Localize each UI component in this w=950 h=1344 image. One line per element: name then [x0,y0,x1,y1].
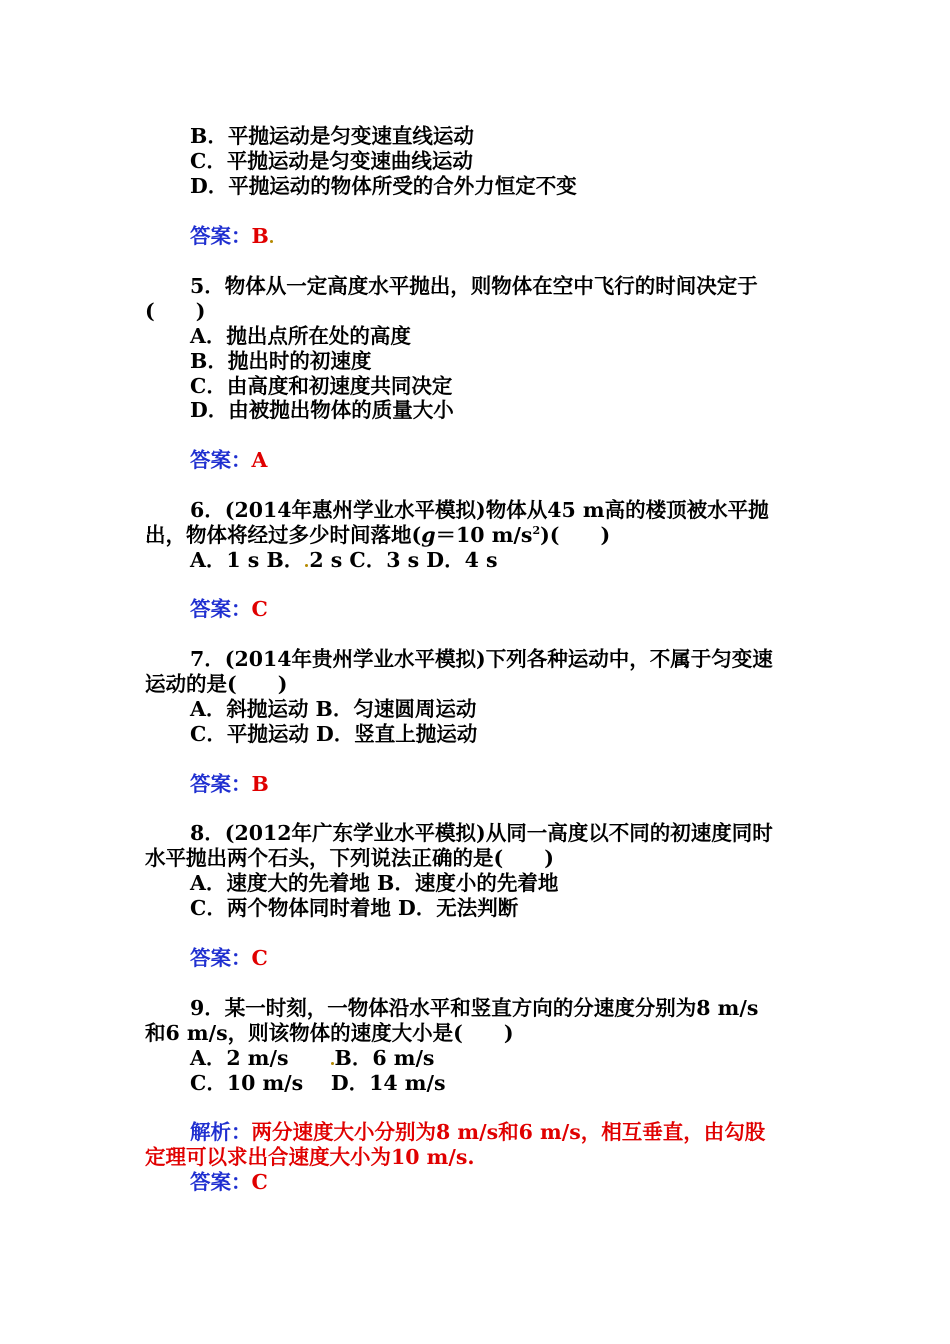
q4-answer [190,224,274,249]
q6-stem-end: )( ) [540,523,611,547]
q6-stem-line2 [145,523,610,548]
q9-options-ab [190,1046,434,1071]
q5-option-d: D．由被抛出物体的质量大小 [190,398,454,422]
q8-options-ab: A．速度大的先着地 B．速度小的先着地 [190,871,559,895]
q8-stem-line1: 8．(2012年广东学业水平模拟)从同一高度以不同的初速度同时 [190,821,773,845]
q5-stem-line1: 5．物体从一定高度水平抛出，则物体在空中飞行的时间决定于 [190,274,758,298]
q9-options-cd: C．10 m/s D．14 m/s [190,1071,446,1095]
answer-label: 答案： [190,772,252,796]
dot-mark-icon [331,1062,334,1065]
q5-answer [190,448,267,473]
q4-option-d: D．平抛运动的物体所受的合外力恒定不变 [190,174,577,198]
dot-mark-icon [270,240,273,243]
q7-options-ab: A．斜抛运动 B．匀速圆周运动 [190,697,477,721]
answer-label: 答案： [190,1170,252,1194]
q6-answer [190,597,268,622]
answer-value: C [251,597,268,621]
superscript: 2 [532,524,541,538]
answer-value: B [251,772,269,796]
q9-explanation-line1 [190,1120,765,1145]
q5-stem-line2: ( ) [145,299,206,323]
answer-label: 答案： [190,224,252,248]
q8-stem-line2: 水平抛出两个石头，下列说法正确的是( ) [145,846,554,870]
q8-answer [190,946,268,971]
explanation-text: 两分速度大小分别为8 m/s和6 m/s，相互垂直，由勾股 [251,1120,766,1144]
answer-value: C [251,1170,268,1194]
answer-label: 答案： [190,448,252,472]
q9-stem-line2: 和6 m/s，则该物体的速度大小是( ) [145,1021,514,1045]
q8-options-cd: C．两个物体同时着地 D．无法判断 [190,896,519,920]
q5-option-c: C．由高度和初速度共同决定 [190,374,453,398]
q9-answer [190,1170,268,1195]
q6-options-part1: A．1 s B． [190,548,305,572]
answer-value: A [251,448,268,472]
q9-option-a: A．2 m/s [190,1046,330,1070]
answer-value: C [251,946,268,970]
q5-option-b: B．抛出时的初速度 [190,349,372,373]
q5-option-a: A．抛出点所在处的高度 [190,324,411,348]
answer-label: 答案： [190,597,252,621]
q4-option-b: B．平抛运动是匀变速直线运动 [190,124,474,148]
q7-stem-line2: 运动的是( ) [145,672,288,696]
q6-options-part2: 2 s C．3 s D．4 s [309,548,498,572]
answer-label: 答案： [190,946,252,970]
answer-value: B [251,224,269,248]
dot-mark-icon [305,564,308,567]
q6-stem-value: ＝10 m/s [435,523,533,547]
explanation-label: 解析： [190,1120,252,1144]
q4-option-c: C．平抛运动是匀变速曲线运动 [190,149,473,173]
q9-explanation-line2: 定理可以求出合速度大小为10 m/s. [145,1145,475,1169]
q7-options-cd: C．平抛运动 D．竖直上抛运动 [190,722,478,746]
q9-option-b: B．6 m/s [334,1046,435,1070]
q7-answer [190,772,269,797]
q9-stem-line1: 9．某一时刻，一物体沿水平和竖直方向的分速度分别为8 m/s [190,996,759,1020]
q6-options [190,548,498,573]
gravity-symbol: g [421,523,436,547]
q6-stem-text: 出，物体将经过多少时间落地( [145,523,422,547]
q7-stem-line1: 7．(2014年贵州学业水平模拟)下列各种运动中，不属于匀变速 [190,647,773,671]
q6-stem-line1: 6．(2014年惠州学业水平模拟)物体从45 m高的楼顶被水平抛 [190,498,769,522]
